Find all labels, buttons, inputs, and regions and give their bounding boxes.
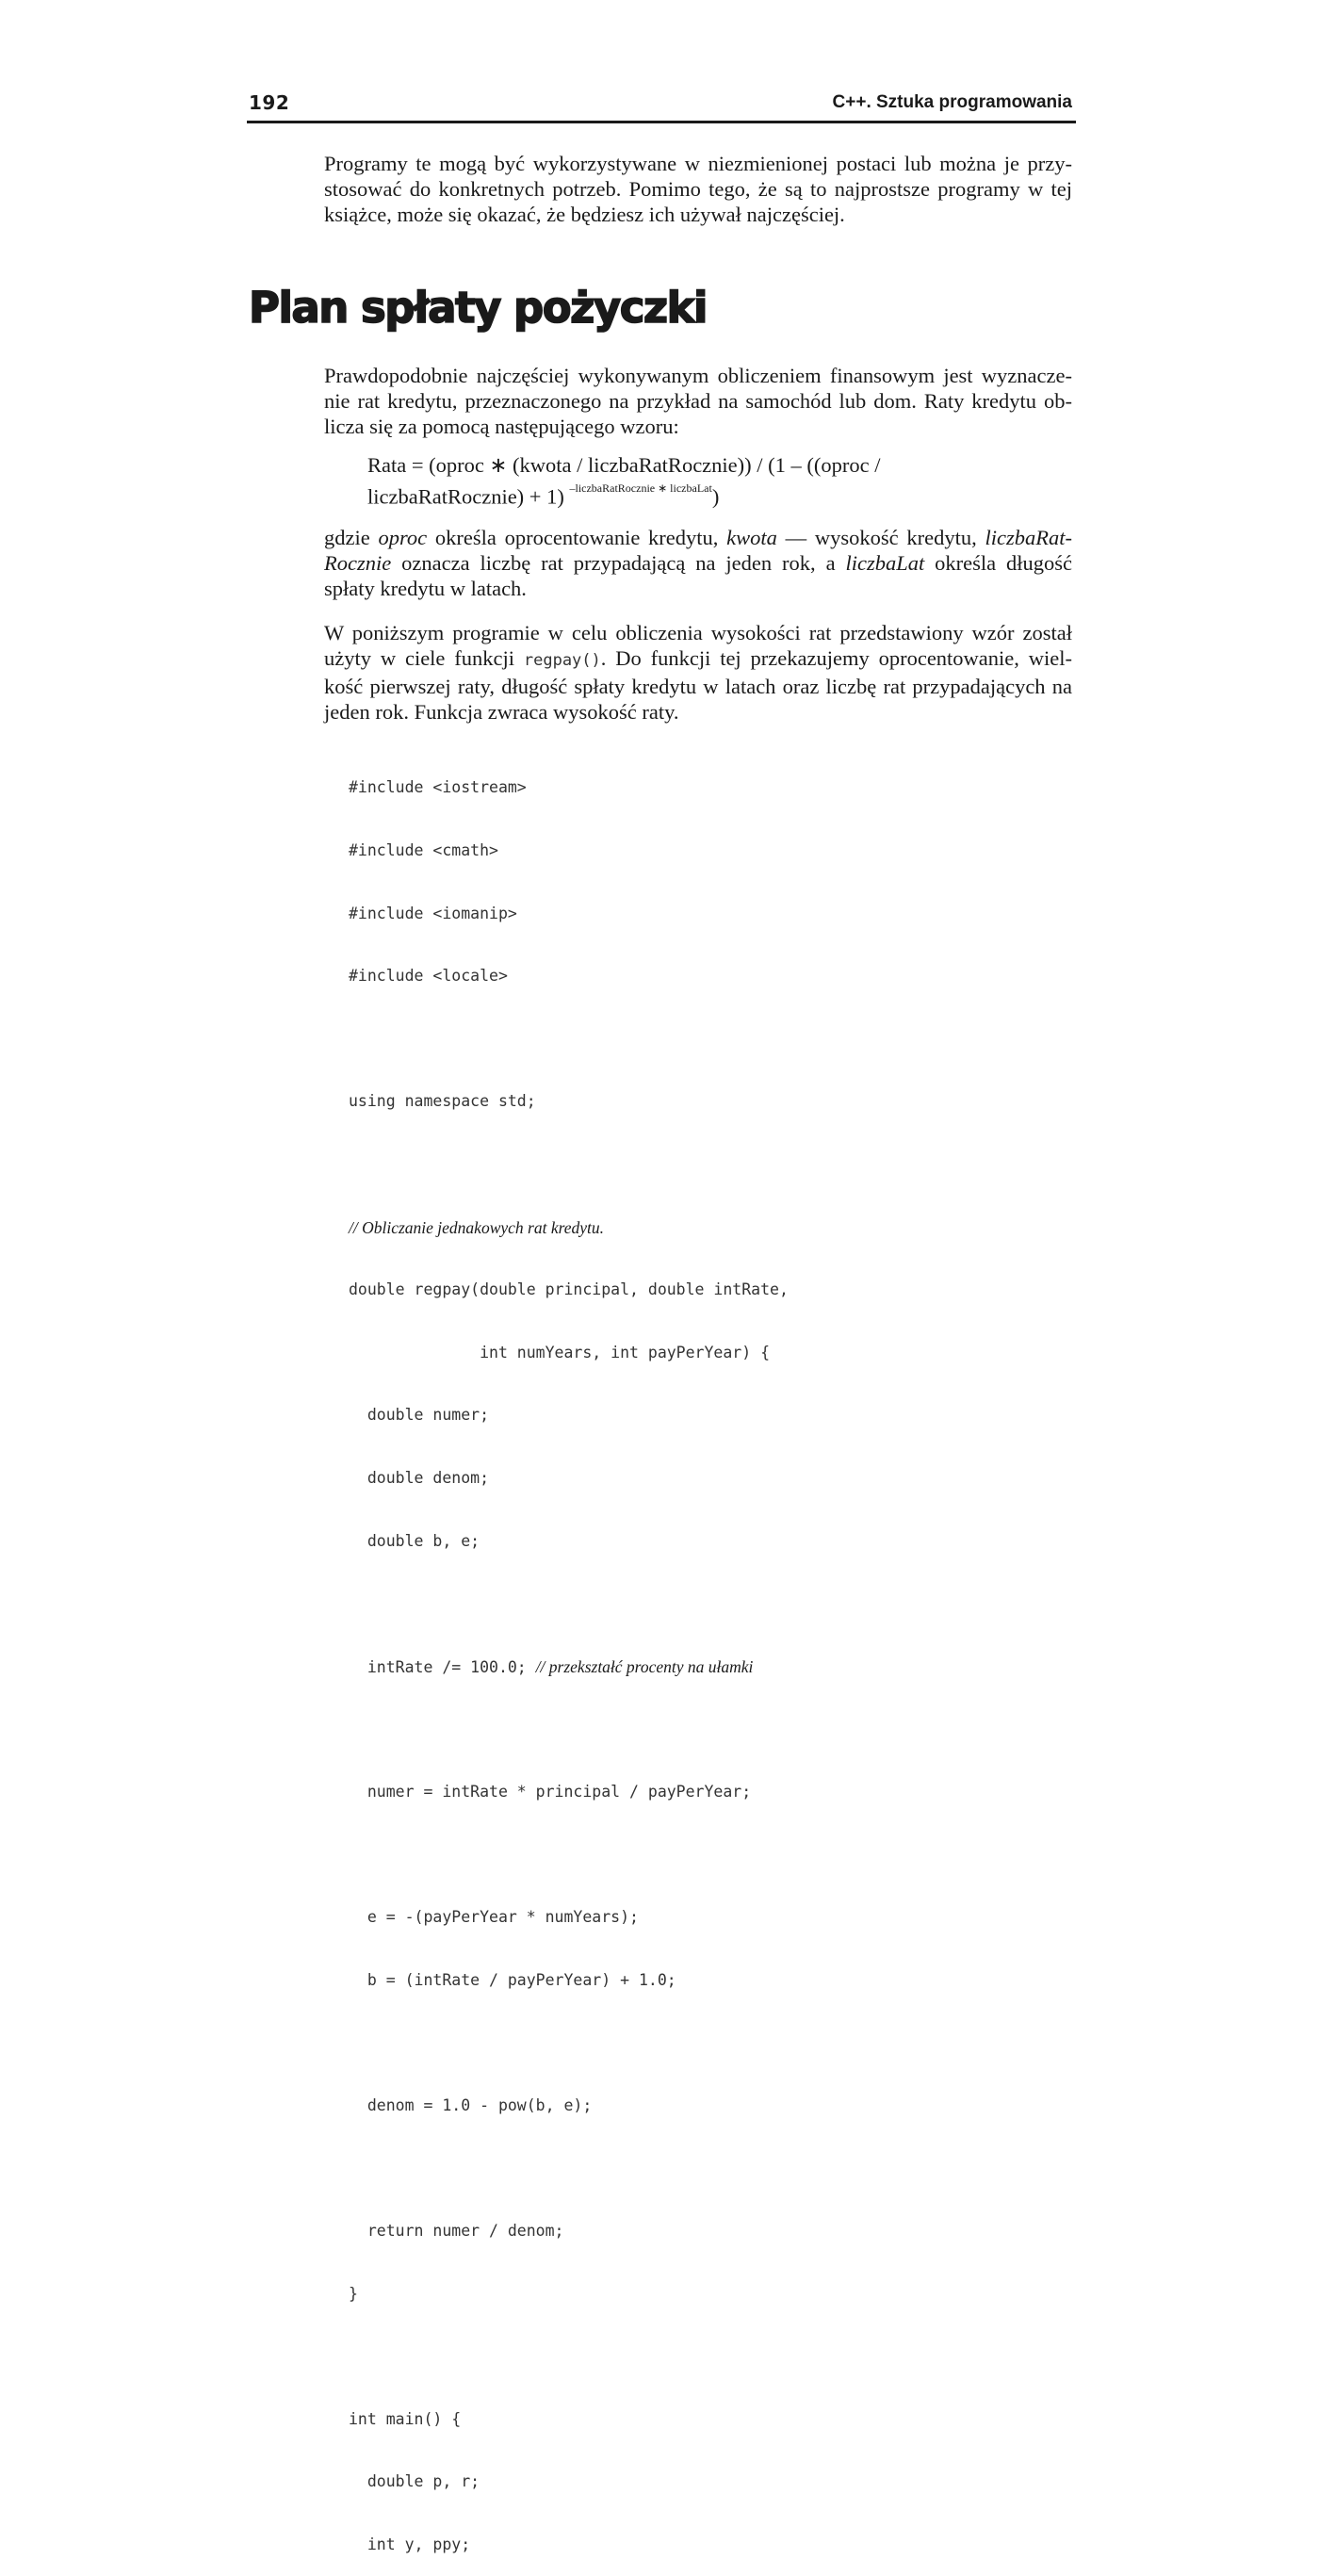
- code-line: [349, 1217, 789, 1238]
- code-line: [349, 1593, 789, 1614]
- text-line: [324, 645, 1072, 674]
- code-line: [349, 1656, 789, 1677]
- text-line: książce, może się okazać, że będziesz ich używał najczęściej.: [324, 203, 845, 226]
- variable-name: liczbaRat-: [985, 526, 1072, 549]
- text-run: gdzie: [324, 526, 379, 549]
- text-line: stosować do konkretnych potrzeb. Pomimo tego, że są to najprostsze programy w tej: [324, 177, 1072, 201]
- text-line: Programy te mogą być wykorzystywane w niezmienionej postaci lub można je przy-: [324, 152, 1072, 175]
- code-line: #include <iomanip>: [349, 904, 517, 922]
- variable-name: kwota: [726, 526, 777, 549]
- code-line: int y, ppy;: [349, 2535, 471, 2554]
- text-run: oznacza liczbę rat przypadającą na jeden rok, a: [391, 551, 846, 575]
- text-run: . Do funkcji tej przekazujemy oprocentowanie, wiel-: [600, 646, 1072, 670]
- text-line: [324, 550, 1072, 576]
- code-line: #include <iostream>: [349, 778, 527, 797]
- code-line: [349, 2346, 789, 2367]
- code-line: b = (intRate / payPerYear) + 1.0;: [349, 1970, 676, 1989]
- intro-paragraph: [324, 151, 1072, 227]
- paragraph-loan-formula-intro: [324, 363, 1072, 439]
- inline-code: regpay(): [523, 651, 601, 670]
- text-line: spłaty kredytu w latach.: [324, 577, 527, 600]
- formula-text: liczbaRatRocznie) + 1): [367, 484, 564, 509]
- code-line: denom = 1.0 - pow(b, e);: [349, 2095, 593, 2114]
- code-line: [349, 2158, 789, 2178]
- code-comment: // Obliczanie jednakowych rat kredytu.: [349, 1217, 605, 1237]
- text-line: licza się za pomocą następującego wzoru:: [324, 415, 679, 438]
- paragraph-program-description: [324, 620, 1072, 725]
- code-line: [349, 1845, 789, 1866]
- code-listing: [349, 736, 789, 2576]
- code-line: #include <cmath>: [349, 841, 498, 859]
- paragraph-variable-definitions: [324, 525, 1072, 601]
- text-run: — wysokość kredytu,: [776, 526, 985, 549]
- code-text: intRate /= 100.0;: [349, 1657, 536, 1676]
- code-line: double b, e;: [349, 1531, 480, 1550]
- code-line: e = -(payPerYear * numYears);: [349, 1908, 639, 1927]
- code-line: double p, r;: [349, 2472, 480, 2491]
- code-line: double numer;: [349, 1406, 490, 1425]
- text-line: kość pierwszej raty, długość spłaty kredytu w latach oraz liczbę rat przypadających na: [324, 675, 1072, 698]
- code-line: [349, 1029, 789, 1050]
- code-line: using namespace std;: [349, 1092, 536, 1111]
- formula-exponent: –liczbaRatRocznie ∗ liczbaLat: [569, 481, 712, 495]
- text-line: nie rat kredytu, przeznaczonego na przykład na samochód lub dom. Raty kredytu ob-: [324, 389, 1072, 413]
- text-run: określa długość: [924, 551, 1073, 575]
- code-line: double regpay(double principal, double intRate,: [349, 1280, 789, 1299]
- variable-name: liczbaLat: [845, 551, 925, 575]
- text-line: [324, 525, 1072, 550]
- code-comment: // przekształć procenty na ułamki: [535, 1656, 754, 1676]
- text-line: W poniższym programie w celu obliczenia wysokości rat przedstawiony wzór został: [324, 621, 1072, 644]
- code-line: int main() {: [349, 2409, 462, 2428]
- formula-text: ): [711, 484, 720, 509]
- page-number: 192: [249, 91, 290, 114]
- code-line: [349, 2032, 789, 2053]
- code-line: [349, 1154, 789, 1175]
- code-line: double denom;: [349, 1468, 490, 1487]
- text-run: użyty w ciele funkcji: [324, 646, 524, 670]
- code-line: int numYears, int payPerYear) {: [349, 1343, 771, 1361]
- section-heading: Plan spłaty pożyczki: [249, 283, 707, 333]
- formula-line: [367, 479, 933, 511]
- page-header: [247, 87, 1076, 123]
- formula-line: Rata = (oproc ∗ (kwota / liczbaRatRocznie)) / (1 – ((oproc /: [367, 453, 881, 477]
- running-title: C++. Sztuka programowania: [832, 92, 1072, 112]
- code-line: #include <locale>: [349, 967, 508, 986]
- code-line: [349, 1719, 789, 1739]
- code-line: numer = intRate * principal / payPerYear;: [349, 1782, 752, 1801]
- text-line: Prawdopodobnie najczęściej wykonywanym obliczeniem finansowym jest wyznacze-: [324, 364, 1072, 387]
- variable-name: oproc: [378, 526, 428, 549]
- code-line: return numer / denom;: [349, 2222, 564, 2241]
- code-line: }: [349, 2284, 358, 2303]
- variable-name: Rocznie: [324, 551, 392, 575]
- text-line: jeden rok. Funkcja zwraca wysokość raty.: [324, 700, 679, 724]
- text-run: określa oprocentowanie kredytu,: [427, 526, 727, 549]
- loan-payment-formula: [367, 452, 933, 511]
